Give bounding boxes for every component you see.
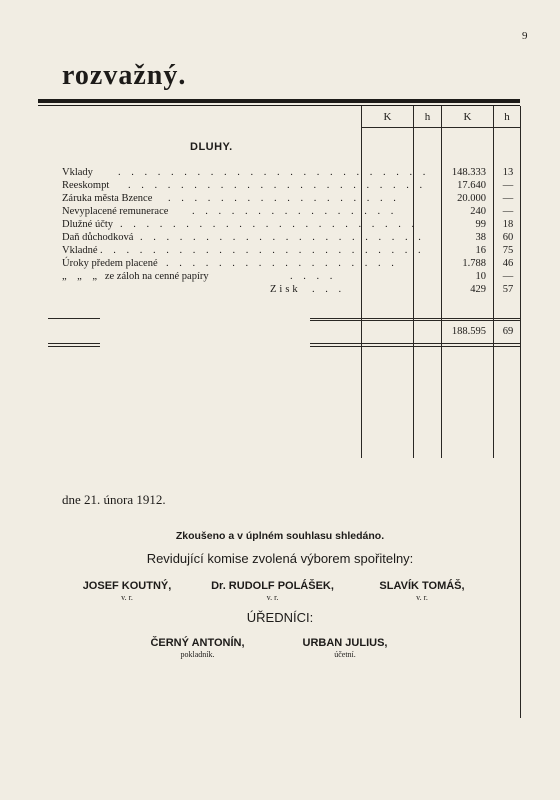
row-label: Vklady (62, 167, 93, 178)
section-title: DLUHY. (190, 141, 233, 153)
row-label: Zisk (270, 284, 301, 295)
double-rule-right (310, 346, 520, 347)
dot-leader: . . . . (290, 271, 337, 282)
official-name: URBAN JULIUS, (302, 637, 388, 649)
column-header-h: h (424, 111, 431, 123)
row-label: Daň důchodková (62, 232, 134, 243)
dot-leader: . . . . . . . . . . . . . . . . . . (168, 193, 400, 204)
row-amount-k: 10 (475, 271, 486, 282)
row-amount-h: 75 (502, 245, 514, 256)
row-amount-h: — (502, 180, 514, 191)
double-rule-right (310, 343, 520, 344)
sum-rule-right (310, 318, 520, 319)
commission-title: Revidující komise zvolená výborem spořitelny: (146, 551, 414, 566)
row-label: Vkladné (62, 245, 98, 256)
signatory-role: v. r. (266, 593, 279, 602)
row-amount-k: 429 (470, 284, 486, 295)
header-rule (361, 127, 520, 128)
dot-leader: . . . . . . . . . . . . . . . . . . . . . . (140, 232, 425, 243)
row-amount-k: 17.640 (457, 180, 486, 191)
row-amount-h: 60 (502, 232, 514, 243)
sum-rule-left (48, 318, 100, 319)
signatory (362, 580, 482, 602)
row-label: Úroky předem placené (62, 258, 158, 269)
row-amount-k: 16 (475, 245, 486, 256)
table-row (0, 192, 560, 205)
row-amount-h: 18 (502, 219, 514, 230)
sum-rule-right-second (310, 320, 520, 321)
signatory-role: v. r. (416, 593, 428, 602)
row-amount-k: 240 (470, 206, 486, 217)
row-amount-h: 46 (502, 258, 514, 269)
row-amount-k: 38 (475, 232, 486, 243)
dot-leader: . . . . . . . . . . . . . . . . (192, 206, 398, 217)
signatory-role: v. r. (121, 593, 133, 602)
table-row (0, 231, 560, 244)
column-header-k: K (383, 111, 392, 123)
row-amount-k: 148.333 (451, 167, 486, 178)
row-amount-k: 20.000 (457, 193, 486, 204)
signatory-name: SLAVÍK TOMÁŠ, (379, 580, 465, 592)
table-row (0, 283, 560, 296)
signatory (62, 580, 192, 602)
officials-title: ÚŘEDNÍCI: (246, 610, 314, 625)
page-heading: rozvažný. (62, 60, 187, 91)
column-header-k: K (463, 111, 472, 123)
row-label: Záruka města Bzence (62, 193, 153, 204)
row-amount-h: 57 (502, 284, 514, 295)
document-date: dne 21. února 1912. (62, 492, 166, 507)
row-amount-k: 1.788 (462, 258, 486, 269)
official (285, 637, 405, 659)
table-row (0, 166, 560, 179)
row-amount-h: — (502, 206, 514, 217)
top-thick-rule (38, 99, 520, 103)
row-amount-k: 99 (475, 219, 486, 230)
table-row (0, 244, 560, 257)
dot-leader: . . . . . . . . . . . . . . . . . . . . . . . (128, 180, 427, 191)
row-amount-h: 13 (502, 167, 514, 178)
signatory (205, 580, 340, 602)
verification-note: Zkoušeno a v úplném souhlasu shledáno. (175, 530, 385, 542)
official-role: účetní. (334, 650, 356, 659)
row-label: Reeskompt (62, 180, 110, 191)
row-amount-h: — (502, 271, 514, 282)
signatory-name: Dr. RUDOLF POLÁŠEK, (211, 580, 334, 592)
row-label: Dlužné účty (62, 219, 114, 230)
table-row (0, 205, 560, 218)
page-number: 9 (522, 30, 528, 42)
official (135, 637, 260, 659)
double-rule-left (48, 346, 100, 347)
table-row (0, 257, 560, 270)
dot-leader: . . . (312, 284, 346, 295)
row-label: Nevyplacené remunerace (62, 206, 169, 217)
official-role: pokladník. (180, 650, 215, 659)
row-amount-h: — (502, 193, 514, 204)
top-thin-rule (38, 105, 520, 106)
total-amount-h: 69 (502, 326, 514, 337)
official-name: ČERNÝ ANTONÍN, (150, 637, 245, 649)
total-amount-k: 188.595 (451, 326, 486, 337)
dot-leader: . . . . . . . . . . . . . . . . . . . . . . . . (118, 167, 430, 178)
dot-leader: . . . . . . . . . . . . . . . . . . (166, 258, 398, 269)
dot-leader: . . . . . . . . . . . . . . . . . . . . . . . (120, 219, 419, 230)
signatory-name: JOSEF KOUTNÝ, (82, 580, 172, 592)
double-rule-left (48, 343, 100, 344)
table-row (0, 270, 560, 283)
dot-leader: . . . . . . . . . . . . . . . . . . . . . . . . . (100, 245, 425, 256)
table-row (0, 179, 560, 192)
column-header-h: h (504, 111, 510, 123)
row-label: „ „ „ ze záloh na cenné papíry (62, 271, 209, 282)
table-row (0, 218, 560, 231)
